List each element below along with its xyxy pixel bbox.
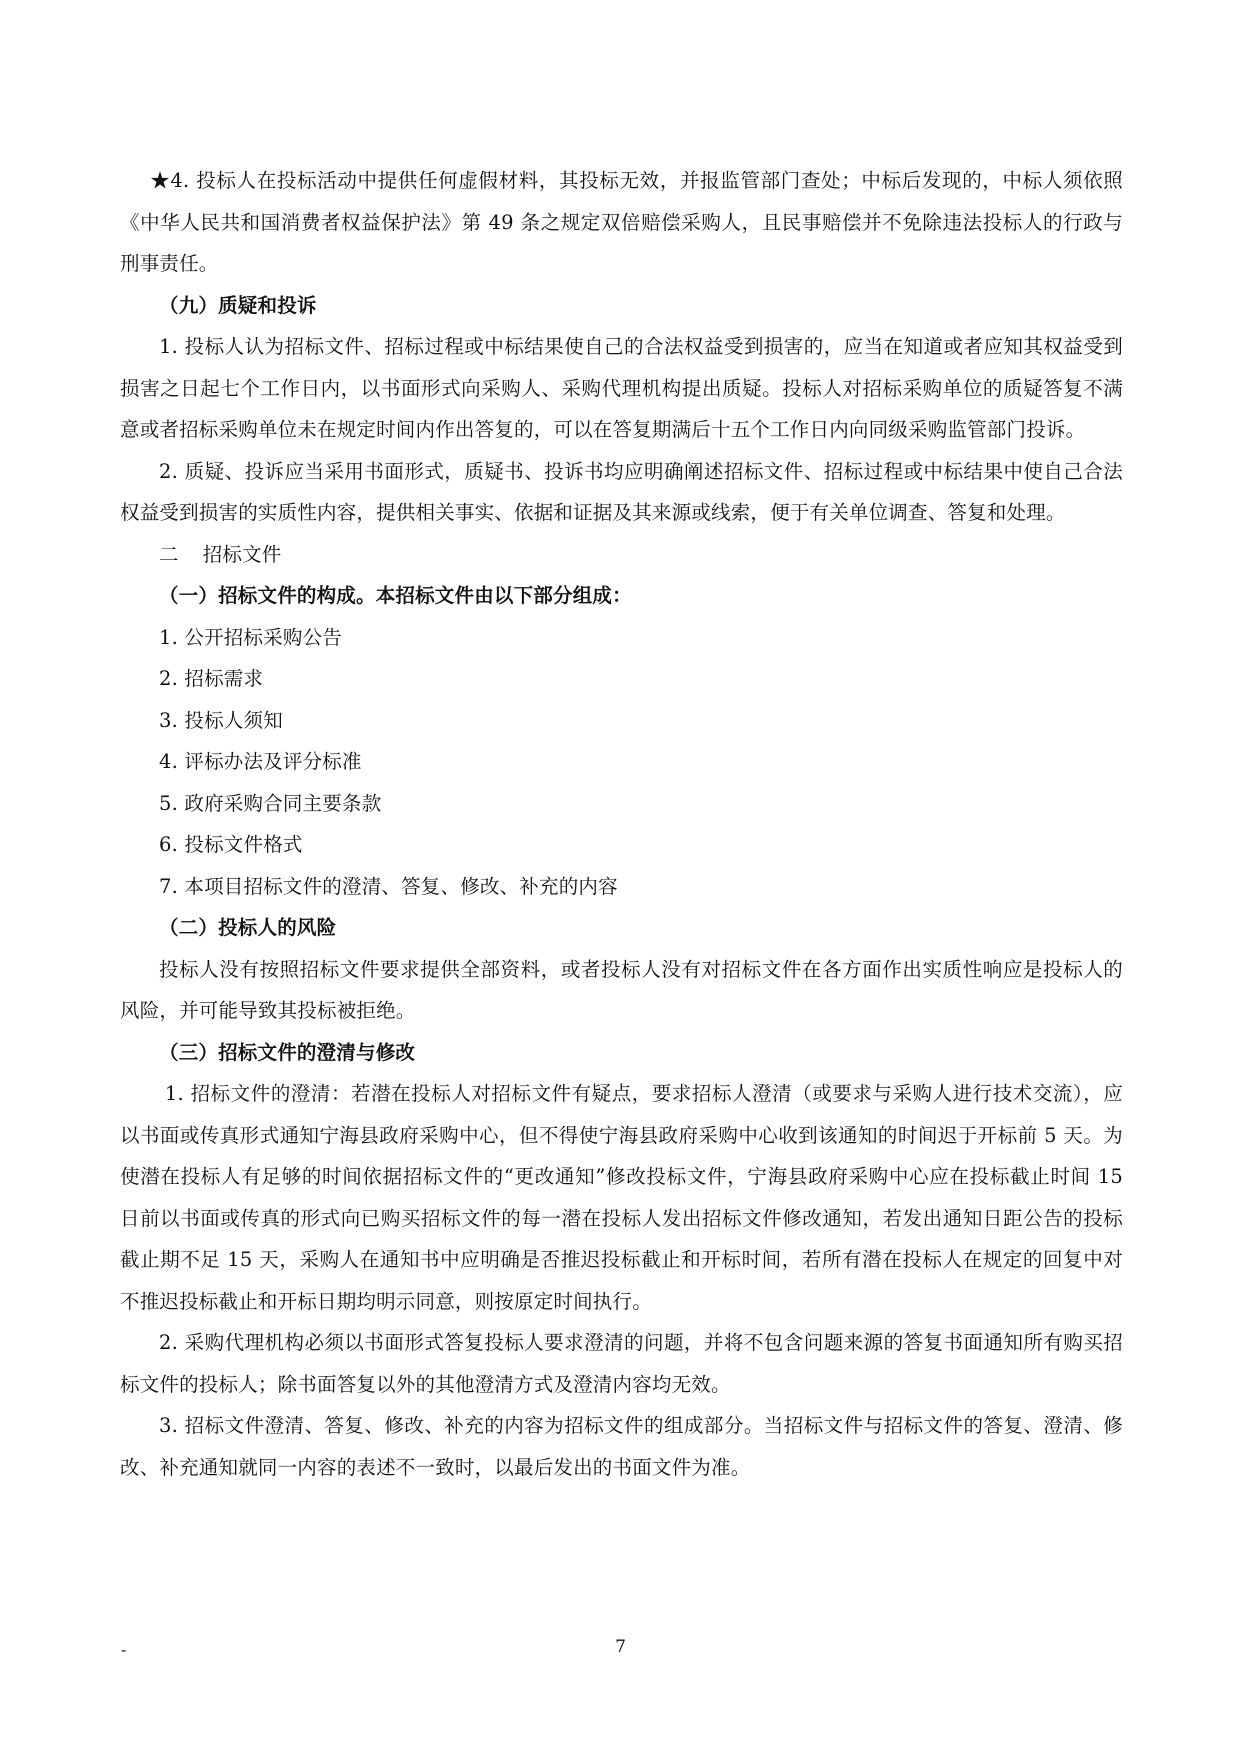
chapter-number: 二 [159,542,179,566]
paragraph-star-4: ★4. 投标人在投标活动中提供任何虚假材料，其投标无效，并报监管部门查处；中标后发现的，中标人须依照《中华人民共和国消费者权益保护法》第 49 条之规定双倍赔偿采购人，且民事赔偿并不免除违法投标人的行政与刑事责任。 [120,169,1123,275]
list-item: 1. 公开招标采购公告 [159,625,343,649]
list-item: 4. 评标办法及评分标准 [159,750,362,773]
paragraph-2-3-2: 2. 采购代理机构必须以书面形式答复投标人要求澄清的问题，并将不包含问题来源的答复书面通知所有购买招标文件的投标人；除书面答复以外的其他澄清方式及澄清内容均无效。 [120,1331,1123,1396]
document-body [120,160,1123,1488]
paragraph-9-2: 2. 质疑、投诉应当采用书面形式，质疑书、投诉书均应明确阐述招标文件、招标过程或中标结果中使自己合法权益受到损害的实质性内容，提供相关事实、依据和证据及其来源或线索，便于有关单位调查、答复和处理。 [120,459,1123,524]
paragraph-2-2: 投标人没有按照招标文件要求提供全部资料，或者投标人没有对招标文件在各方面作出实质性响应是投标人的风险，并可能导致其投标被拒绝。 [120,957,1123,1022]
chapter-heading-2 [120,534,1123,576]
page-number: 7 [615,1637,626,1657]
footer-dash: - [121,1640,127,1659]
paragraph-2-3-3: 3. 招标文件澄清、答复、修改、补充的内容为招标文件的组成部分。当招标文件与招标文件的答复、澄清、修改、补充通知就同一内容的表述不一致时，以最后发出的书面文件为准。 [120,1414,1123,1479]
section-heading-2-1: （一）招标文件的构成。本招标文件由以下部分组成： [159,584,632,607]
section-heading-9: （九）质疑和投诉 [159,293,317,317]
section-heading-2-3: （三）招标文件的澄清与修改 [159,1040,416,1064]
paragraph-9-1: 1. 投标人认为招标文件、招标过程或中标结果使自己的合法权益受到损害的，应当在知道或者应知其权益受到损害之日起七个工作日内，以书面形式向采购人、采购代理机构提出质疑。投标人对招标采购单位的质疑答复不满意或者招标采购单位未在规定时间内作出答复的，可以在答复期满后十五个工作日内向同级采购监管部门投诉。 [120,335,1123,441]
list-item: 7. 本项目招标文件的澄清、答复、修改、补充的内容 [159,874,618,898]
list-item: 6. 投标文件格式 [159,833,303,856]
list-item: 3. 投标人须知 [159,708,283,732]
chapter-title: 招标文件 [202,542,282,566]
list-item: 5. 政府采购合同主要条款 [159,791,382,815]
section-heading-2-2: （二）投标人的风险 [159,916,337,939]
paragraph-2-3-1: 1. 招标文件的澄清：若潜在投标人对招标文件有疑点，要求招标人澄清（或要求与采购人进行技术交流），应以书面或传真形式通知宁海县政府采购中心，但不得使宁海县政府采购中心收到该通知的时间迟于开标前 5 天。为使潜在投标人有足够的时间依据招标文件的“更改通知”修改投标文件，宁海县政府采购中心应在投标截止时间 15 日前以书面或传真的形式向已购买招标文件的每一潜在投标人发出招标文件修改通知，若发出通知日距公告的投标截止期不足 15 天，采购人在通知书中应明确是否推迟投标截止和开标时间，若所有潜在投标人在规定的回复中对不推迟投标截止和开标日期均明示同意，则按原定时间执行。 [120,1082,1123,1313]
list-item: 2. 招标需求 [159,667,264,690]
